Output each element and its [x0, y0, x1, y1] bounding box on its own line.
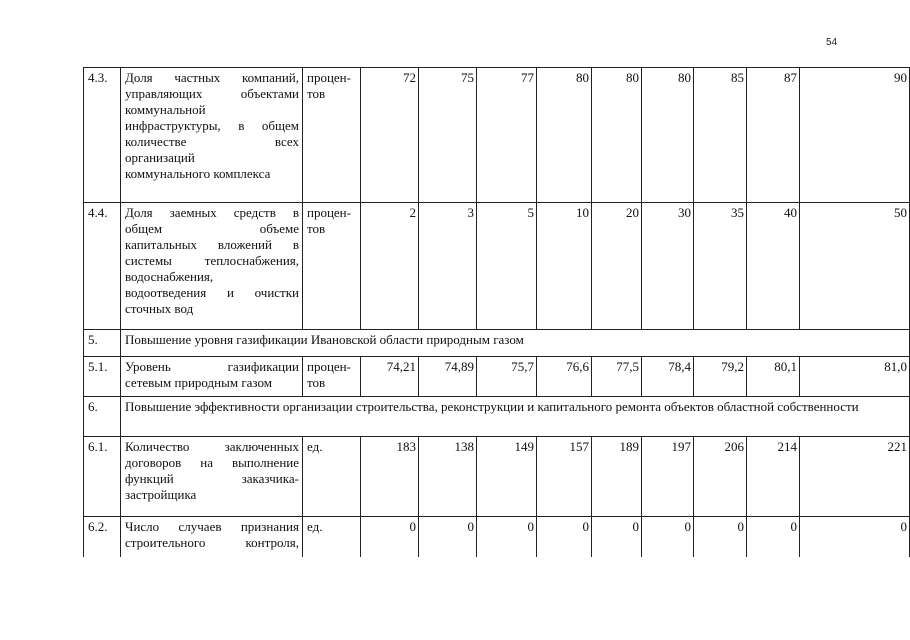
- indicator-name-line: Число случаев признания: [125, 519, 299, 534]
- section-title-cell: Повышение эффективности организации строительства, реконструкции и капитального ремонта объектов областной собственности: [121, 397, 910, 437]
- value-cell: 0: [592, 517, 642, 557]
- indicator-name-line: Количество заключенных: [125, 439, 299, 454]
- indicator-name-line: количестве всех: [125, 134, 299, 149]
- row-number-cell: 5.1.: [84, 357, 121, 397]
- unit-cell: [303, 203, 361, 330]
- indicator-name-line: общем объеме: [125, 221, 299, 236]
- indicator-name-line: капитальных вложений в: [125, 237, 299, 252]
- value-cell: 74,21: [361, 357, 419, 397]
- indicator-name-line: застройщика: [125, 487, 197, 502]
- value-cell: 77,5: [592, 357, 642, 397]
- indicator-name-line: инфраструктуры, в общем: [125, 118, 299, 133]
- indicator-name-line: сточных вод: [125, 301, 194, 316]
- indicator-name-line: сетевым природным газом: [125, 375, 272, 390]
- table-row: [84, 357, 910, 397]
- value-cell: 0: [419, 517, 477, 557]
- value-cell: 0: [642, 517, 694, 557]
- unit-line: тов: [307, 221, 326, 236]
- indicator-name-cell: [121, 437, 303, 517]
- indicator-name-cell: [121, 517, 303, 557]
- value-cell: 138: [419, 437, 477, 517]
- value-cell: 189: [592, 437, 642, 517]
- value-cell: 75: [419, 68, 477, 203]
- value-cell: 72: [361, 68, 419, 203]
- value-cell: 149: [477, 437, 537, 517]
- unit-line: ед.: [307, 439, 323, 454]
- value-cell: 0: [747, 517, 800, 557]
- value-cell: 214: [747, 437, 800, 517]
- value-cell: 206: [694, 437, 747, 517]
- value-cell: 77: [477, 68, 537, 203]
- unit-line: процен-: [307, 205, 351, 220]
- value-cell: 80,1: [747, 357, 800, 397]
- table-row: [84, 517, 910, 557]
- row-number-cell: 6.1.: [84, 437, 121, 517]
- unit-line: процен-: [307, 359, 351, 374]
- value-cell: 0: [694, 517, 747, 557]
- indicator-name-line: водоснабжения,: [125, 269, 214, 284]
- page-number: 54: [826, 37, 838, 48]
- indicator-name-line: управляющих объектами: [125, 86, 299, 101]
- indicator-name-line: Доля частных компаний,: [125, 70, 299, 85]
- indicator-name-line: системы теплоснабжения,: [125, 253, 299, 268]
- indicators-table: [83, 67, 910, 557]
- section-row: [84, 397, 910, 437]
- table-row: [84, 68, 910, 203]
- indicator-name-line: Доля заемных средств в: [125, 205, 299, 220]
- value-cell: 183: [361, 437, 419, 517]
- value-cell: 0: [800, 517, 910, 557]
- indicator-name-line: коммунальной: [125, 102, 206, 117]
- value-cell: 35: [694, 203, 747, 330]
- section-title-cell: Повышение уровня газификации Ивановской области природным газом: [121, 330, 910, 357]
- value-cell: 0: [537, 517, 592, 557]
- value-cell: 20: [592, 203, 642, 330]
- indicator-name-cell: [121, 357, 303, 397]
- unit-line: тов: [307, 375, 326, 390]
- value-cell: 81,0: [800, 357, 910, 397]
- row-number-cell: 4.4.: [84, 203, 121, 330]
- section-row: [84, 330, 910, 357]
- row-number-cell: 6.: [84, 397, 121, 437]
- table-row: [84, 437, 910, 517]
- value-cell: 78,4: [642, 357, 694, 397]
- indicator-name-line: договоров на выполнение: [125, 455, 299, 470]
- row-number-cell: 5.: [84, 330, 121, 357]
- value-cell: 40: [747, 203, 800, 330]
- indicator-name-line: Уровень газификации: [125, 359, 299, 374]
- value-cell: 74,89: [419, 357, 477, 397]
- value-cell: 197: [642, 437, 694, 517]
- indicator-name-line: водоотведения и очистки: [125, 285, 299, 300]
- value-cell: 30: [642, 203, 694, 330]
- value-cell: 80: [537, 68, 592, 203]
- value-cell: 10: [537, 203, 592, 330]
- unit-line: процен-: [307, 70, 351, 85]
- indicator-name-line: коммунального комплекса: [125, 166, 271, 181]
- value-cell: 3: [419, 203, 477, 330]
- indicator-name-cell: [121, 68, 303, 203]
- value-cell: 50: [800, 203, 910, 330]
- indicator-name-cell: [121, 203, 303, 330]
- value-cell: 87: [747, 68, 800, 203]
- value-cell: 90: [800, 68, 910, 203]
- unit-cell: [303, 357, 361, 397]
- unit-cell: [303, 517, 361, 557]
- value-cell: 80: [642, 68, 694, 203]
- value-cell: 0: [477, 517, 537, 557]
- value-cell: 2: [361, 203, 419, 330]
- value-cell: 75,7: [477, 357, 537, 397]
- unit-line: ед.: [307, 519, 323, 534]
- value-cell: 0: [361, 517, 419, 557]
- value-cell: 221: [800, 437, 910, 517]
- unit-cell: [303, 437, 361, 517]
- row-number-cell: 6.2.: [84, 517, 121, 557]
- indicator-name-line: функций заказчика-: [125, 471, 299, 486]
- value-cell: 157: [537, 437, 592, 517]
- unit-line: тов: [307, 86, 326, 101]
- unit-cell: [303, 68, 361, 203]
- row-number-cell: 4.3.: [84, 68, 121, 203]
- table-row: [84, 203, 910, 330]
- value-cell: 85: [694, 68, 747, 203]
- value-cell: 79,2: [694, 357, 747, 397]
- value-cell: 5: [477, 203, 537, 330]
- value-cell: 80: [592, 68, 642, 203]
- indicator-name-line: строительного контроля,: [125, 535, 299, 550]
- indicator-name-line: организаций: [125, 150, 195, 165]
- value-cell: 76,6: [537, 357, 592, 397]
